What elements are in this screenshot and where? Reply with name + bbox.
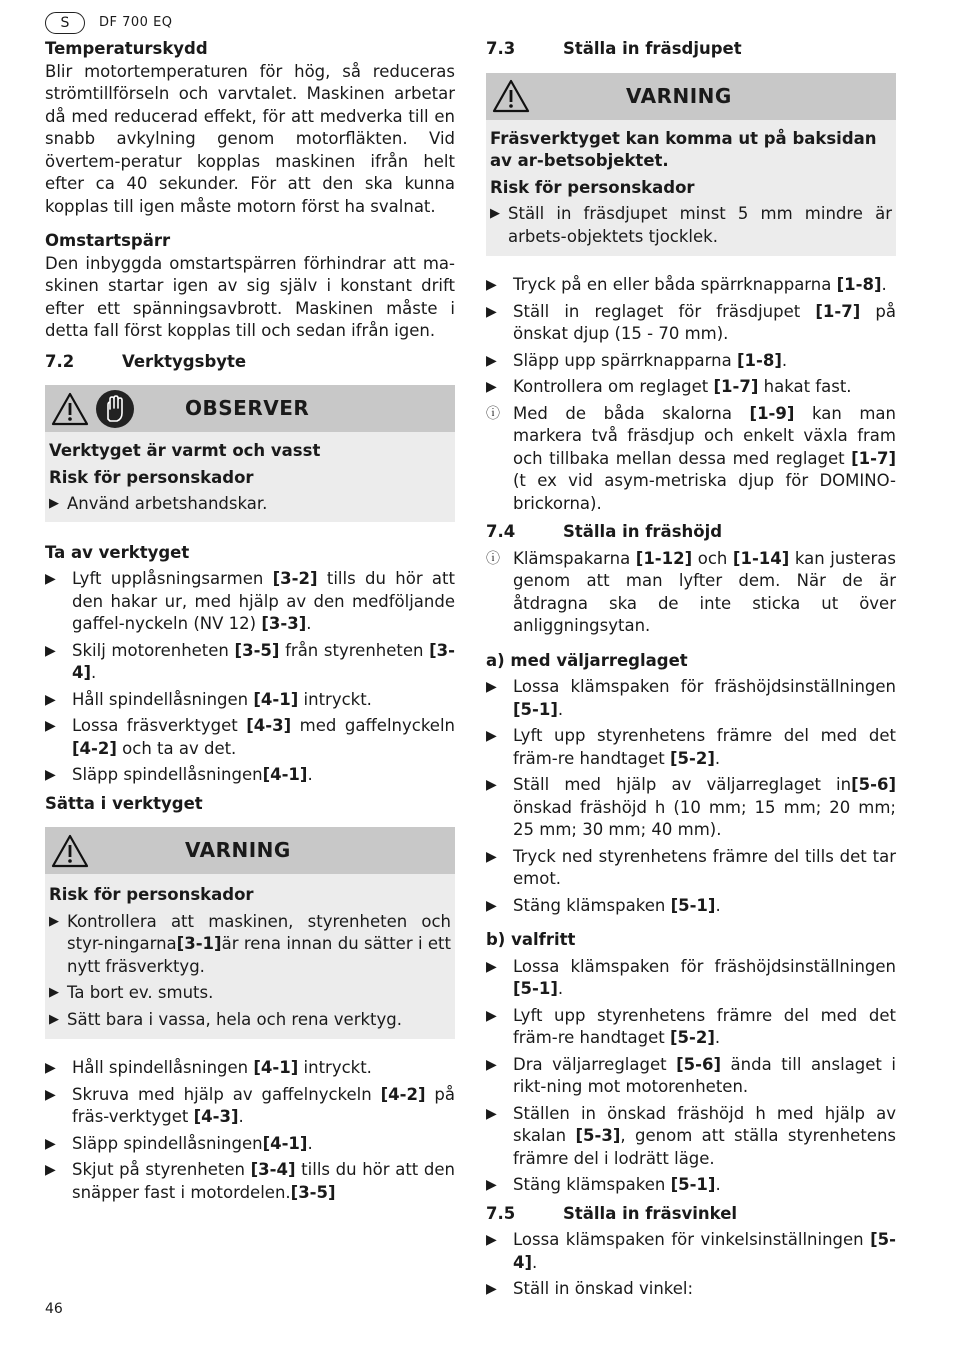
- reference-code: [5-6]: [851, 775, 896, 794]
- caution-line-1: Verktyget är varmt och vasst: [49, 441, 321, 460]
- bullet-arrow-icon: ▶: [486, 352, 497, 369]
- list-item: ▶ Kontrollera att maskinen, styrenheten och styr-ningarna[3-1]är rena innan du sätter i ett nytt fräsverktyg.: [49, 911, 451, 979]
- warning-line-1: Fräsverktyget kan komma ut på baksidan av ar-betsobjektet.: [490, 128, 877, 170]
- caution-line-2: Risk för personskador: [49, 467, 254, 487]
- caution-header: [45, 385, 455, 432]
- page-number: 46: [45, 1301, 63, 1317]
- page-header: [45, 12, 173, 35]
- bullet-arrow-icon: ▶: [486, 777, 497, 793]
- list-item: ▶ Håll spindellåsningen [4-1] intryckt.: [45, 1057, 455, 1080]
- reference-code: [5-1]: [513, 699, 558, 719]
- section-number: 7.2: [45, 351, 75, 371]
- bullet-arrow-icon: ▶: [486, 1281, 497, 1297]
- reference-code: [5-1]: [513, 979, 558, 998]
- reference-code: [4-3]: [246, 716, 292, 735]
- reference-code: [1-14]: [732, 548, 790, 568]
- subsection-a-title: a) med väljarreglaget: [486, 650, 688, 670]
- list-item: ▶ Släpp upp spärrknapparna [1-8].: [486, 350, 896, 373]
- bullet-arrow-icon: ▶: [486, 379, 497, 395]
- bullet-arrow-icon: ▶: [45, 571, 56, 587]
- warning-box: [486, 73, 896, 257]
- reference-code: [1-8]: [736, 350, 782, 370]
- bullet-arrow-icon: ▶: [45, 1060, 56, 1076]
- warning-title: VARNING: [626, 83, 732, 108]
- bullet-arrow-icon: ▶: [49, 1011, 59, 1027]
- list-item: ▶ Ställ in fräsdjupet minst 5 mm mindre är arbets-objektets tjocklek.: [490, 203, 892, 248]
- list-item: ▶ Ställ med hjälp av väljarreglaget in[5-6] önskad fräshöjd h (10 mm; 15 mm; 20 mm; 25 mm; 30 mm; 40 mm).: [486, 774, 896, 842]
- section-7-5: [486, 1203, 896, 1226]
- bullet-arrow-icon: ▶: [486, 958, 497, 975]
- reference-code: [3-2]: [272, 569, 318, 588]
- list-item: ▶ Släpp spindellåsningen[4-1].: [45, 1133, 455, 1156]
- list-item: ▶ Använd arbetshandskar.: [49, 493, 451, 516]
- list-item: ▶ Dra väljarreglaget [5-6] ända till anslaget i rikt-ning mot motorenheten.: [486, 1054, 896, 1099]
- bullet-arrow-icon: ▶: [486, 1105, 497, 1122]
- bullet-arrow-icon: ▶: [45, 642, 56, 659]
- section-title: Ställa in fräshöjd: [563, 522, 723, 541]
- language-badge: S: [45, 12, 85, 34]
- caution-box: [45, 385, 455, 522]
- caution-title: OBSERVER: [185, 396, 310, 421]
- info-icon: ⓘ: [486, 550, 500, 567]
- bullet-arrow-icon: ▶: [45, 1162, 56, 1178]
- reference-code: [1-8]: [836, 275, 882, 294]
- list-item: ▶ Lyft upp styrenhetens främre del med det främ-re handtaget [5-2].: [486, 1005, 896, 1050]
- reference-code: [3-3]: [261, 614, 307, 633]
- bullet-arrow-icon: ▶: [490, 206, 500, 221]
- section-number: 7.5: [486, 1203, 516, 1223]
- list-item: ▶ Ställ in reglaget för fräsdjupet [1-7] på önskat djup (15 - 70 mm).: [486, 301, 896, 346]
- reference-code: [4-2]: [72, 738, 117, 758]
- reference-code: [1-9]: [749, 403, 795, 423]
- warning-triangle-icon: [51, 392, 89, 426]
- bullet-arrow-icon: ▶: [486, 1177, 497, 1193]
- warning-header: [45, 827, 455, 874]
- bullet-arrow-icon: ▶: [486, 679, 497, 695]
- bullet-arrow-icon: ▶: [486, 1056, 497, 1073]
- section-title: Ställa in fräsvinkel: [563, 1203, 738, 1223]
- bullet-arrow-icon: ▶: [486, 303, 497, 320]
- list-item: ▶ Lyft upp styrenhetens främre del med det främ-re handtaget [5-2].: [486, 725, 896, 770]
- list-item: ▶ Ställ in önskad vinkel:: [486, 1278, 896, 1301]
- warning-triangle-icon: [492, 79, 530, 113]
- bullet-arrow-icon: ▶: [486, 277, 497, 293]
- warning-header: [486, 73, 896, 120]
- reference-code: [5-4]: [513, 1230, 896, 1272]
- bullet-arrow-icon: ▶: [486, 1007, 497, 1024]
- list-item: ▶ Sätt bara i vassa, hela och rena verktyg.: [49, 1009, 451, 1032]
- reference-code: [1-7]: [713, 377, 759, 396]
- section-number: 7.4: [486, 522, 516, 541]
- warning-box: [45, 827, 455, 1039]
- list-item: ▶ Tryck ned styrenhetens främre del tills det tar emot.: [486, 846, 896, 891]
- remove-title: Ta av verktyget: [45, 542, 190, 562]
- bullet-arrow-icon: ▶: [49, 913, 59, 929]
- model-name: DF 700 EQ: [99, 15, 173, 30]
- list-item: ▶ Skilj motorenheten [3-5] från styrenheten [3-4].: [45, 640, 455, 685]
- reference-code: [5-1]: [670, 1175, 716, 1194]
- reference-code: [5-2]: [669, 1028, 715, 1047]
- reference-code: [4-1]: [262, 765, 308, 784]
- list-item: ▶ Lyft upplåsningsarmen [3-2] tills du hör att den hakar ur, med hjälp av den medföljande gaffel-nyckeln (NV 12) [3-3].: [45, 568, 455, 636]
- bullet-arrow-icon: ▶: [45, 718, 56, 734]
- warning-line-1: Risk för personskador: [49, 885, 254, 904]
- left-column: [45, 38, 455, 1204]
- subsection-b-title: b) valfritt: [486, 930, 576, 949]
- right-column: [486, 38, 896, 1301]
- reference-code: [5-3]: [575, 1126, 621, 1145]
- list-item: ▶ Ta bort ev. smuts.: [49, 982, 451, 1005]
- temp-title: Temperaturskydd: [45, 39, 208, 58]
- bullet-arrow-icon: ▶: [45, 1135, 56, 1152]
- bullet-arrow-icon: ▶: [49, 985, 59, 1000]
- bullet-arrow-icon: ▶: [45, 767, 56, 783]
- reference-code: [5-1]: [670, 895, 716, 915]
- bullet-arrow-icon: ▶: [45, 1086, 56, 1103]
- gloves-icon: [95, 389, 135, 429]
- reference-code: [3-4]: [72, 640, 455, 682]
- bullet-arrow-icon: ▶: [486, 728, 497, 744]
- list-item: ▶ Släpp spindellåsningen[4-1].: [45, 764, 455, 787]
- list-item: ▶ Lossa klämspaken för fräshöjdsinställningen [5-1].: [486, 956, 896, 1001]
- reference-code: [5-2]: [669, 748, 715, 768]
- section-7-3: [486, 38, 896, 61]
- reference-code: [3-4]: [250, 1160, 296, 1179]
- reference-code: [4-1]: [262, 1133, 308, 1153]
- reference-code: [1-12]: [635, 548, 693, 568]
- section-title: Verktygsbyte: [122, 351, 247, 371]
- insert-title: Sätta i verktyget: [45, 793, 203, 813]
- reference-code: [4-2]: [380, 1084, 426, 1104]
- section-number: 7.3: [486, 39, 516, 58]
- warning-title: VARNING: [185, 838, 291, 863]
- reference-code: [3-1]: [176, 934, 222, 953]
- list-item: ▶ Stäng klämspaken [5-1].: [486, 1174, 896, 1197]
- warning-line-2: Risk för personskador: [490, 177, 695, 197]
- bullet-arrow-icon: ▶: [486, 1232, 497, 1248]
- info-item: ⓘ Med de båda skalorna [1-9] kan man markera två fräsdjup och enkelt växla fram och tillbaka mellan dessa med reglaget [1-7] (t ex vid asym-metriska djup för DOMINO-brickorna).: [486, 403, 896, 516]
- section-7-2: [45, 351, 455, 374]
- info-item: ⓘ Klämspakarna [1-12] och [1-14] kan justeras genom att man lyfter dem. När de är åtdragna ska de inte sticka ut över anliggningsytan.: [486, 548, 896, 638]
- warning-triangle-icon: [51, 834, 89, 868]
- reference-code: [4-1]: [253, 689, 299, 709]
- list-item: ▶ Tryck på en eller båda spärrknapparna [1-8].: [486, 274, 896, 297]
- reference-code: [5-6]: [676, 1054, 722, 1074]
- temp-text: Blir motortemperaturen för hög, så reduceras strömtillförseln och varvtalet. Maskinen arbetar då med reducerad effekt, för att medverka till en snabb avkylning genom motorfläkten. Vid övertem-peratur kopplas maskinen ifrån helt efter ca 40 sekunder. För att den ska kunna kopplas till igen måste motorn först ha svalnat.: [45, 61, 455, 216]
- list-item: ▶ Kontrollera om reglaget [1-7] hakat fast.: [486, 376, 896, 399]
- list-item: ▶ Stäng klämspaken [5-1].: [486, 895, 896, 918]
- reference-code: [3-5]: [234, 640, 280, 660]
- bullet-arrow-icon: ▶: [486, 848, 497, 865]
- list-item: ▶ Skjut på styrenheten [3-4] tills du hör att den snäpper fast i motordelen.[3-5]: [45, 1159, 455, 1204]
- reference-code: [3-5]: [290, 1182, 336, 1202]
- list-item: ▶ Håll spindellåsningen [4-1] intryckt.: [45, 689, 455, 712]
- bullet-arrow-icon: ▶: [486, 897, 497, 914]
- section-title: Ställa in fräsdjupet: [563, 39, 742, 58]
- reference-code: [1-7]: [851, 448, 896, 468]
- reference-code: [4-1]: [253, 1058, 299, 1077]
- restart-text: Den inbyggda omstartspärren förhindrar att ma-skinen startar igen av sig själv i konstant drift efter ett spänningsavbrott. Maskinen måste i detta fall först kopplas till och sedan ifrån igen.: [45, 253, 455, 340]
- reference-code: [4-3]: [193, 1107, 239, 1126]
- bullet-arrow-icon: ▶: [49, 496, 59, 511]
- list-item: ▶ Lossa klämspaken för vinkelsinställningen [5-4].: [486, 1229, 896, 1274]
- reference-code: [1-7]: [815, 301, 861, 321]
- list-item: ▶ Ställen in önskad fräshöjd h med hjälp av skalan [5-3], genom att ställa styrenhetens främre del i lodrätt läge.: [486, 1103, 896, 1171]
- section-7-4: [486, 521, 896, 544]
- bullet-arrow-icon: ▶: [45, 691, 56, 708]
- list-item: ▶ Lossa fräsverktyget [4-3] med gaffelnyckeln [4-2] och ta av det.: [45, 715, 455, 760]
- list-item: ▶ Lossa klämspaken för fräshöjdsinställningen [5-1].: [486, 676, 896, 721]
- info-icon: ⓘ: [486, 405, 500, 422]
- list-item: ▶ Skruva med hjälp av gaffelnyckeln [4-2] på fräs-verktyget [4-3].: [45, 1084, 455, 1129]
- restart-title: Omstartspärr: [45, 231, 171, 250]
